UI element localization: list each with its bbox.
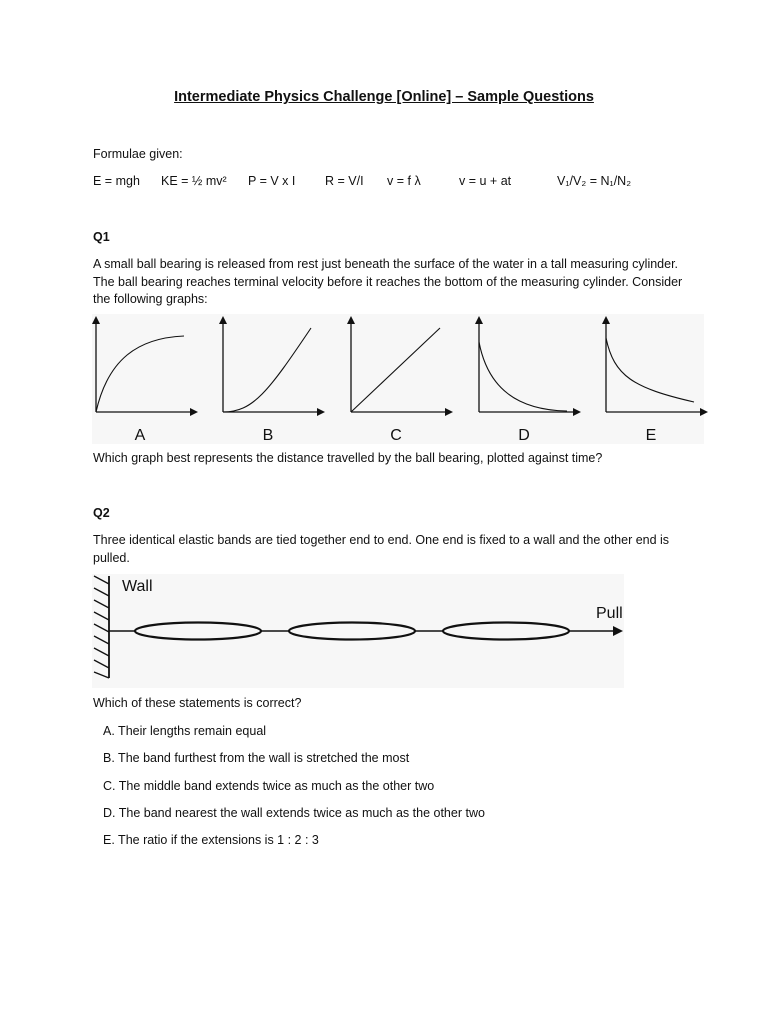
formula-transformer: V₁/V₂ = N₁/N₂ <box>557 174 632 188</box>
q2-option-b: B. The band furthest from the wall is stretched the most <box>103 751 410 765</box>
graph-d-label: D <box>518 427 530 444</box>
graph-e-label: E <box>645 427 657 444</box>
formula-power: P = V x I <box>248 174 296 188</box>
formula-energy: E = mgh <box>93 174 140 188</box>
q2-label: Q2 <box>93 506 110 520</box>
graph-a-label: A <box>134 427 146 444</box>
q2-text: Three identical elastic bands are tied together end to end. One end is fixed to a wall and the other end is pulled. <box>93 533 670 565</box>
formulae-label: Formulae given: <box>93 147 183 161</box>
q2-option-c: C. The middle band extends twice as much as the other two <box>103 779 435 793</box>
q2-option-d: D. The band nearest the wall extends twice as much as the other two <box>103 806 485 820</box>
formula-wave-speed: v = f λ <box>387 174 421 188</box>
formula-kinetic-energy: KE = ½ mv² <box>161 174 227 188</box>
q2-option-e: E. The ratio if the extensions is 1 : 2 : 3 <box>103 833 319 847</box>
elastic-band-2 <box>289 623 415 640</box>
q2-bands-figure <box>88 574 624 688</box>
wall-label: Wall <box>122 578 153 595</box>
q2-option-a: A. Their lengths remain equal <box>103 724 267 738</box>
formula-resistance: R = V/I <box>325 174 364 188</box>
q1-question: Which graph best represents the distance travelled by the ball bearing, plotted against time? <box>93 451 603 465</box>
pull-label: Pull <box>596 605 623 622</box>
graphs-background <box>92 314 704 444</box>
q1-graphs-figure <box>88 314 708 444</box>
graph-b-label: B <box>262 427 274 444</box>
q2-question: Which of these statements is correct? <box>93 696 302 710</box>
page-title: Intermediate Physics Challenge [Online] – Sample Questions <box>174 89 594 105</box>
elastic-band-3 <box>443 623 569 640</box>
q1-label: Q1 <box>93 230 110 244</box>
formula-velocity: v = u + at <box>459 174 512 188</box>
graph-c-label: C <box>390 427 402 444</box>
q1-text: A small ball bearing is released from rest just beneath the surface of the water in a tall measuring cylinder. The ball bearing reaches terminal velocity before it reaches the bottom of the measuring cylinder. Consider the following graphs: <box>93 257 683 306</box>
elastic-band-1 <box>135 623 261 640</box>
